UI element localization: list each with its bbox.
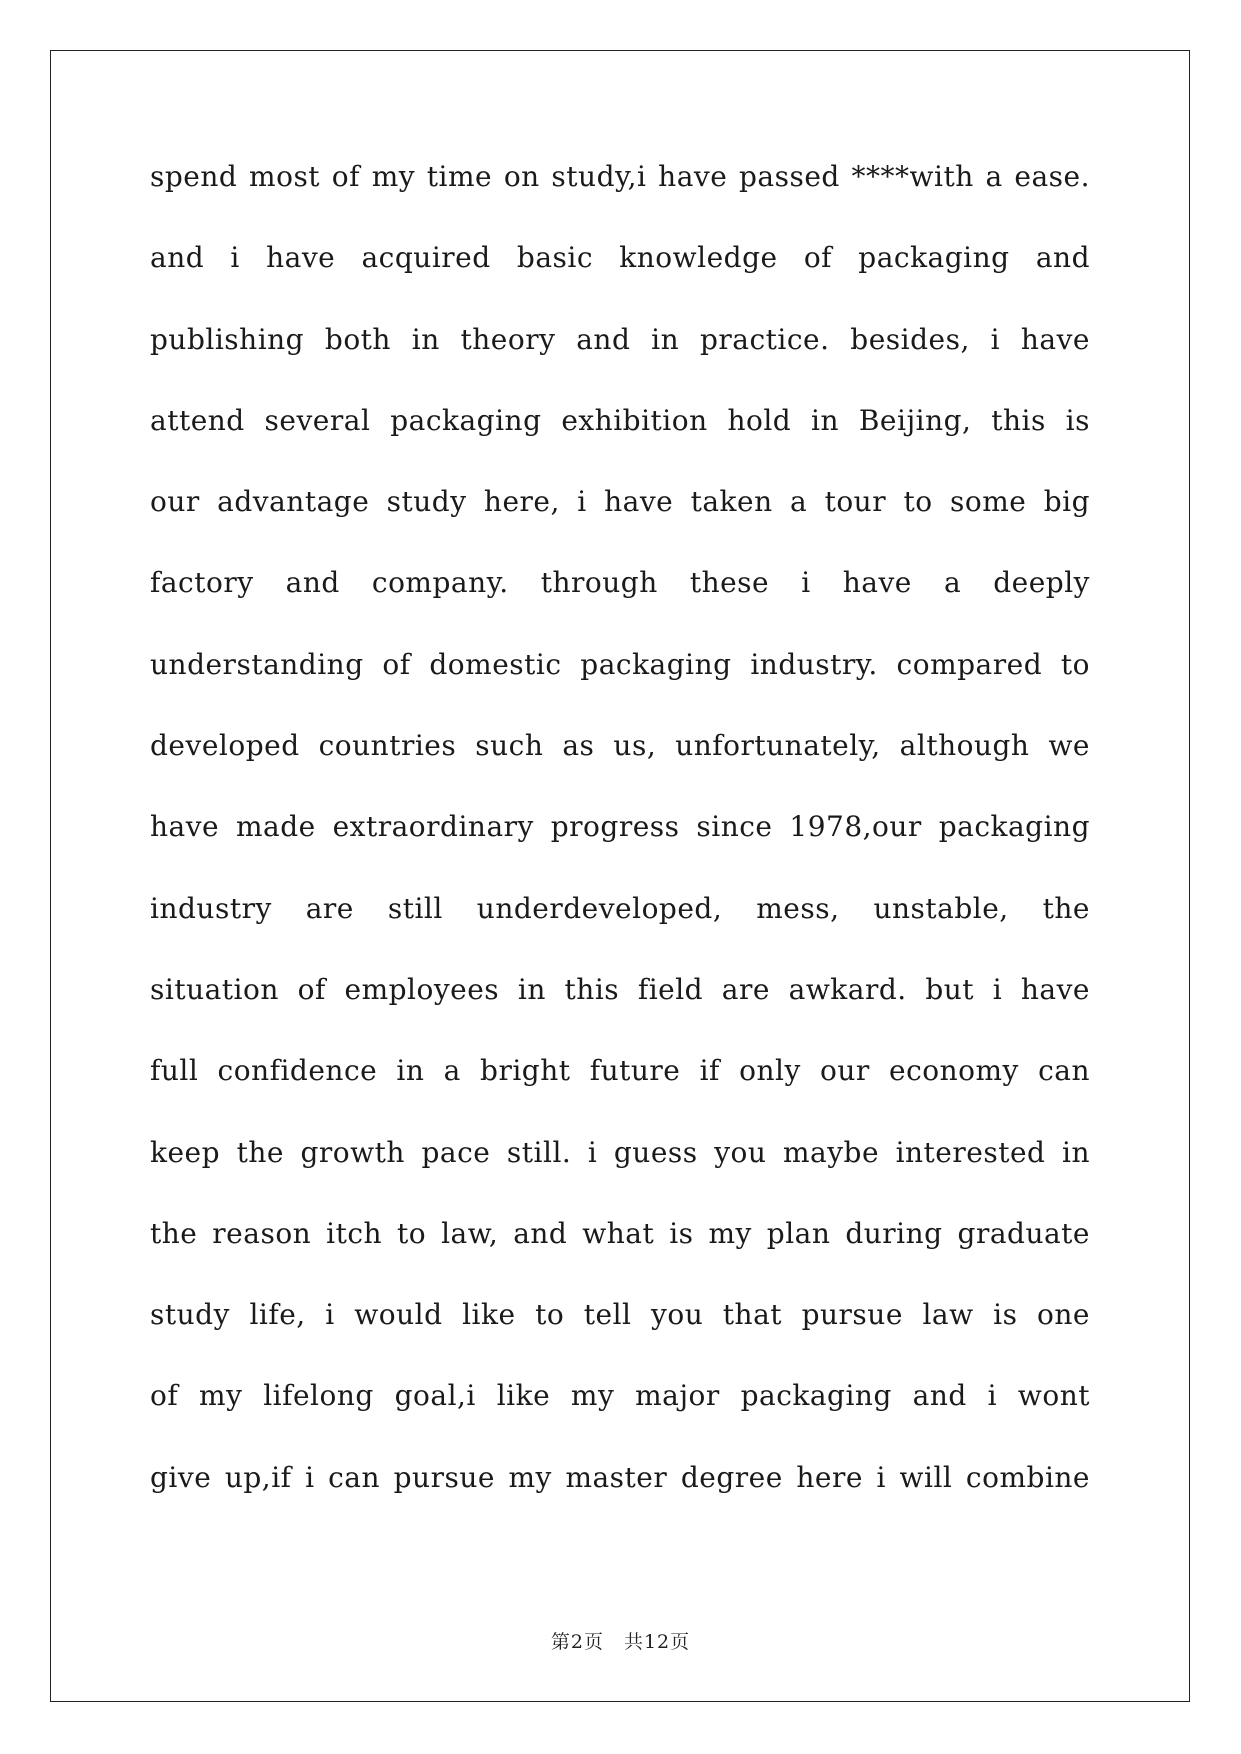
text-line: have made extraordinary progress since 1978,our packaging (150, 810, 1090, 844)
text-line: full confidence in a bright future if only our economy can (150, 1054, 1090, 1088)
text-line: publishing both in theory and in practice. besides, i have (150, 322, 1090, 356)
text-line: the reason itch to law, and what is my plan during graduate (150, 1216, 1090, 1250)
text-line: keep the growth pace still. i guess you maybe interested in (150, 1135, 1090, 1169)
text-line: and i have acquired basic knowledge of packaging and (150, 241, 1090, 275)
text-line: situation of employees in this field are awkard. but i have (150, 972, 1090, 1006)
text-line: industry are still underdeveloped, mess, unstable, the (150, 891, 1090, 925)
text-line: study life, i would like to tell you that pursue law is one (150, 1298, 1090, 1332)
document-body (150, 160, 1090, 1542)
text-line: of my lifelong goal,i like my major packaging and i wont (150, 1379, 1090, 1413)
text-line: factory and company. through these i have a deeply (150, 566, 1090, 600)
text-line: our advantage study here, i have taken a tour to some big (150, 485, 1090, 519)
page-number-footer: 第2页 共12页 (550, 1631, 691, 1653)
text-line: give up,if i can pursue my master degree here i will combine (150, 1460, 1090, 1494)
text-line: understanding of domestic packaging industry. compared to (150, 647, 1090, 681)
text-line: attend several packaging exhibition hold in Beijing, this is (150, 403, 1090, 437)
text-line: spend most of my time on study,i have passed ****with a ease. (150, 160, 1090, 193)
text-line: developed countries such as us, unfortunately, although we (150, 729, 1090, 763)
